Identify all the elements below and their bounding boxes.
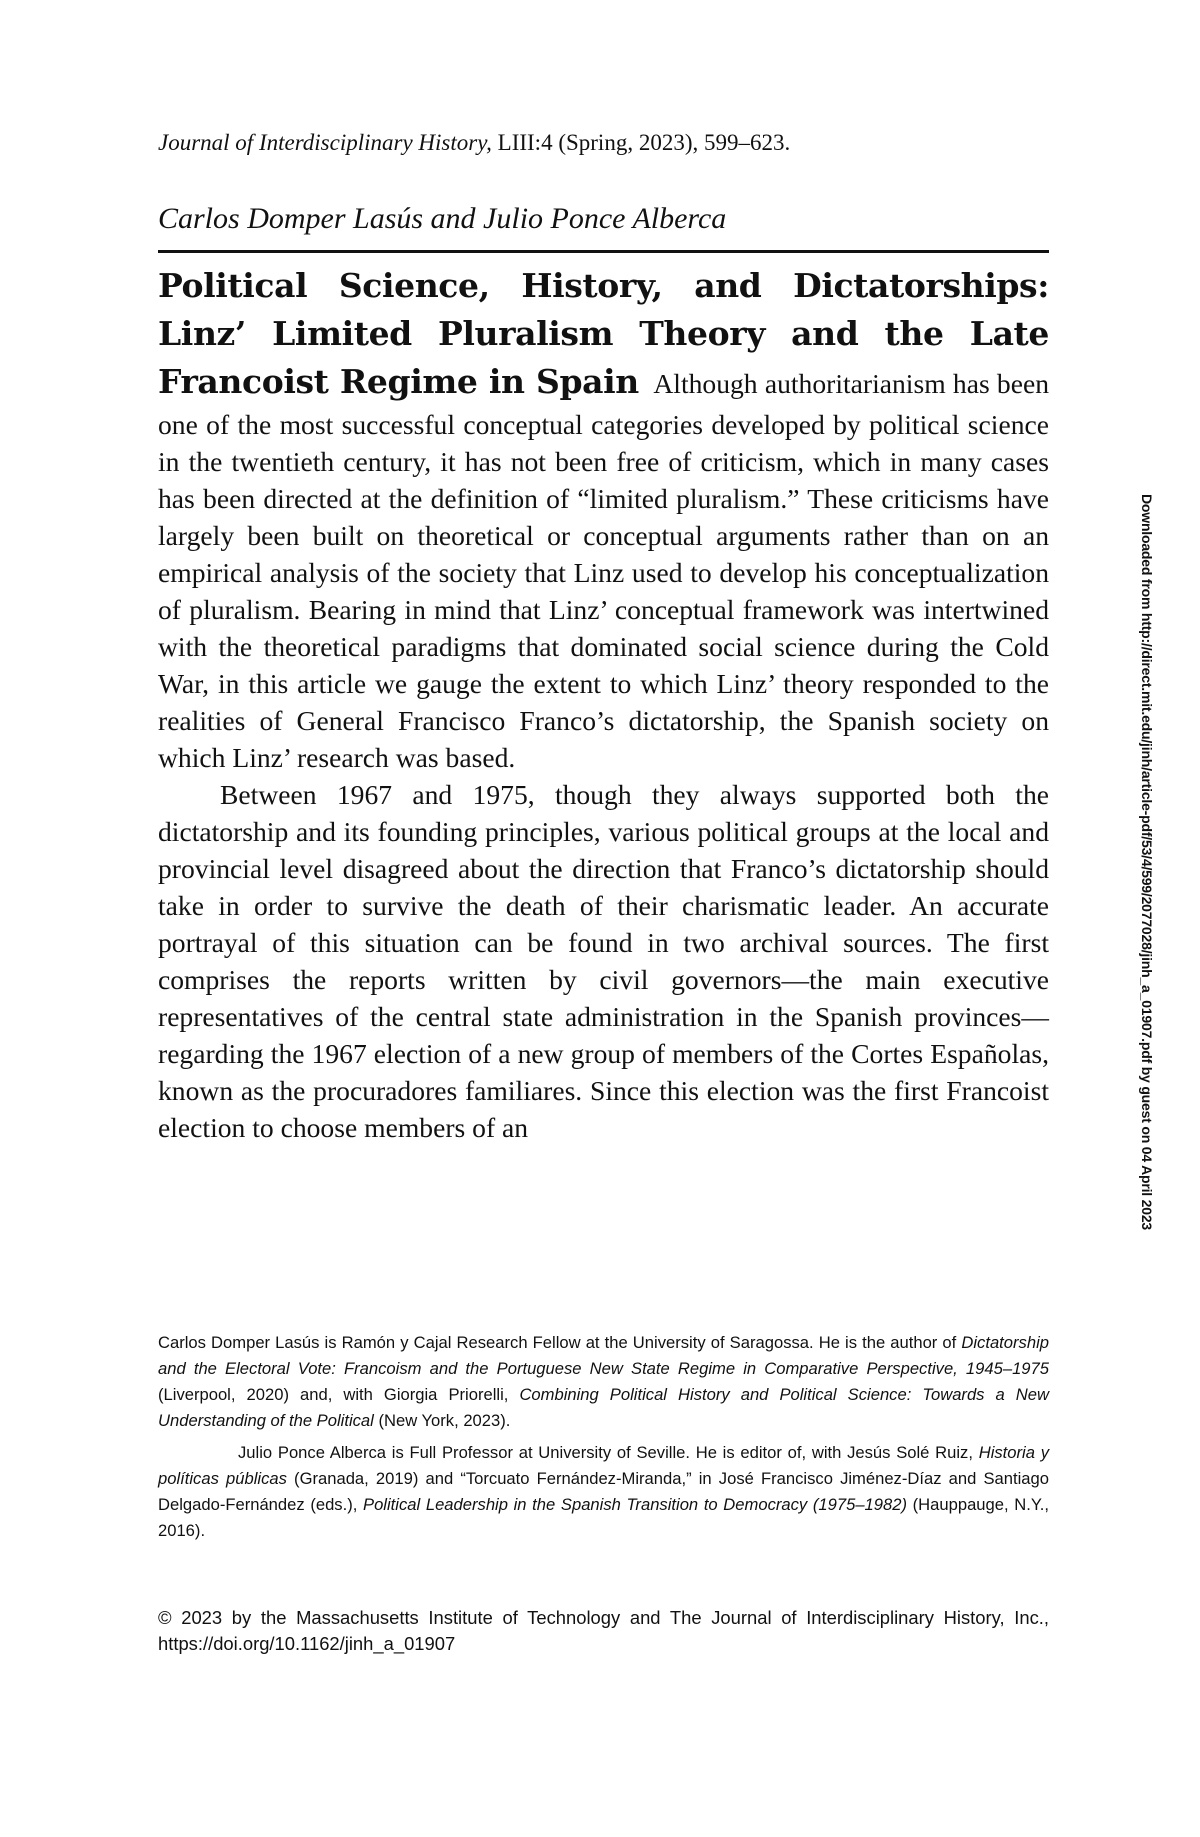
note-text: Carlos Domper Lasús is Ramón y Cajal Research Fellow at the University of Saragossa. He is the author of: [158, 1333, 962, 1352]
abstract-paragraph: [158, 262, 1049, 776]
note-text: (Hauppauge, N.Y., 2016).: [158, 1495, 1049, 1540]
note-text: (Liverpool, 2020) and, with Giorgia Priorelli,: [158, 1385, 520, 1404]
author-note-ponce: [158, 1440, 1049, 1544]
journal-citation: [158, 130, 1058, 156]
journal-name: Journal of Interdisciplinary History,: [158, 130, 492, 155]
volume-issue-pages: LIII:4 (Spring, 2023), 599–623.: [491, 130, 791, 155]
title-rule: [158, 250, 1049, 253]
book-title: Dictatorship and the Electoral Vote: Francoism and the Portuguese New State Regime in Comparative Perspective, 1945–1975: [158, 1333, 1049, 1378]
download-watermark: [1137, 494, 1155, 1354]
author-notes: [158, 1330, 1049, 1544]
article-title: Political Science, History, and Dictatorships: Linz’ Limited Pluralism Theory and the Late Francoist Regime in Spain: [158, 266, 1049, 401]
copyright-notice: © 2023 by the Massachusetts Institute of Technology and The Journal of Interdisciplinary History, Inc., https://doi.org/10.1162/jinh_a_01907: [158, 1607, 1049, 1654]
body-paragraph: Between 1967 and 1975, though they always supported both the dictatorship and its founding principles, various political groups at the local and provincial level disagreed about the direction that Franco’s dictatorship should take in order to survive the death of their charismatic leader. An accurate portrayal of this situation can be found in two archival sources. The first comprises the reports written by civil governors—the main executive representatives of the central state administration in the Spanish provinces—regarding the 1967 election of a new group of members of the Cortes Españolas, known as the procuradores familiares. Since this election was the first Francoist election to choose members of an: [158, 779, 1049, 1143]
note-text: (New York, 2023).: [373, 1411, 511, 1430]
article-authors: Carlos Domper Lasús and Julio Ponce Alberca: [158, 202, 727, 235]
book-title: Combining Political History and Political Science: Towards a New Understanding of the Political: [158, 1385, 1049, 1430]
note-text: Julio Ponce Alberca is Full Professor at University of Seville. He is editor of, with Jesús Solé Ruiz,: [238, 1443, 979, 1462]
note-text: (Granada, 2019) and “Torcuato Fernández-Miranda,” in José Francisco Jiménez-Díaz and Santiago Delgado-Fernández (eds.),: [158, 1469, 1049, 1514]
author-note-domper: [158, 1330, 1049, 1434]
book-title: Historia y políticas públicas: [158, 1443, 1050, 1488]
abstract-text: Although authoritarianism has been one of the most successful conceptual categories developed by political science in the twentieth century, it has not been free of criticism, which in many cases has been directed at the definition of “limited pluralism.” These criticisms have largely been built on theoretical or conceptual arguments rather than on an empirical analysis of the society that Linz used to develop his conceptualization of pluralism. Bearing in mind that Linz’ conceptual framework was intertwined with the theoretical paradigms that dominated social science during the Cold War, in this article we gauge the extent to which Linz’ theory responded to the realities of General Francisco Franco’s dictatorship, the Spanish society on which Linz’ research was based.: [158, 368, 1050, 773]
book-title: Political Leadership in the Spanish Transition to Democracy (1975–1982): [363, 1495, 907, 1514]
article-body: [158, 262, 1049, 1146]
download-watermark-text: Downloaded from http://direct.mit.edu/jinh/article-pdf/53/4/599/2077028/jinh_a_01907.pdf by guest on 04 April 2023: [1139, 494, 1155, 1231]
